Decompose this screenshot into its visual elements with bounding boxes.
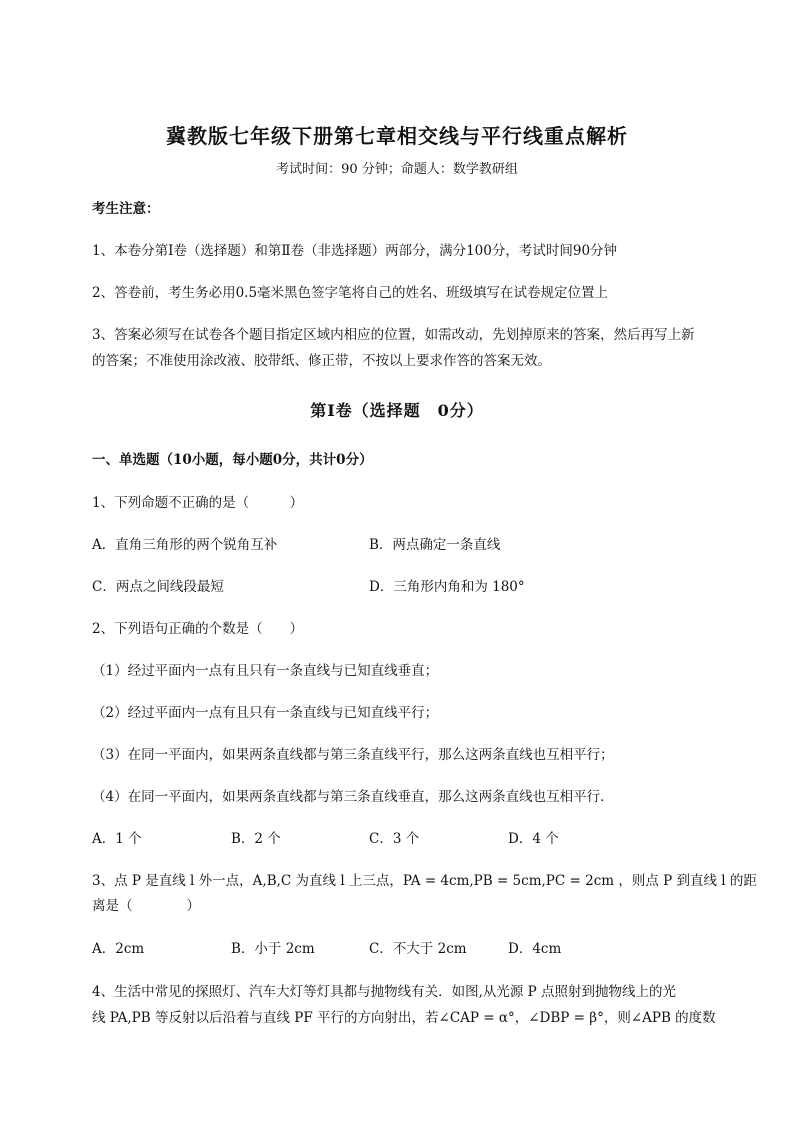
q4-stem-cont: 线 PA,PB 等反射以后沿着与直线 PF 平行的方向射出，若∠CAP = α°，∠DBP = β°，则∠APB 的度数 bbox=[92, 1010, 716, 1026]
q1-option-c: C．两点之间线段最短 bbox=[92, 579, 224, 595]
q3-option-d: D．4cm bbox=[508, 941, 562, 957]
q3-stem: 3、点 P 是直线 l 外一点，A,B,C 为直线 l 上三点，PA = 4cm,PB = 5cm,PC = 2cm ，则点 P 到直线 l 的距 bbox=[92, 873, 757, 889]
exam-title: 冀教版七年级下册第七章相交线与平行线重点解析 bbox=[166, 124, 628, 148]
q1-stem: 1、下列命题不正确的是（ ） bbox=[92, 495, 304, 511]
q2-statement-1: （1）经过平面内一点有且只有一条直线与已知直线垂直； bbox=[92, 663, 439, 679]
q1-option-a: A．直角三角形的两个锐角互补 bbox=[92, 537, 278, 553]
notice-heading: 考生注意： bbox=[92, 201, 160, 217]
q3-stem-cont: 离是（ ） bbox=[92, 898, 200, 914]
notice-item-2: 2、答卷前，考生务必用0.5毫米黑色签字笔将自己的姓名、班级填写在试卷规定位置上 bbox=[92, 285, 609, 301]
q2-option-c: C．3 个 bbox=[369, 831, 420, 847]
q1-option-d: D．三角形内角和为 180° bbox=[369, 579, 525, 595]
q3-option-a: A．2cm bbox=[92, 941, 145, 957]
notice-item-3-cont: 的答案；不准使用涂改液、胶带纸、修正带，不按以上要求作答的答案无效。 bbox=[92, 353, 551, 369]
q3-option-c: C．不大于 2cm bbox=[369, 941, 467, 957]
q2-statement-2: （2）经过平面内一点有且只有一条直线与已知直线平行； bbox=[92, 705, 439, 721]
notice-item-3: 3、答案必须写在试卷各个题目指定区域内相应的位置，如需改动，先划掉原来的答案，然后再写上新 bbox=[92, 327, 695, 343]
q2-option-b: B．2 个 bbox=[231, 831, 281, 847]
q1-option-b: B．两点确定一条直线 bbox=[369, 537, 501, 553]
notice-item-1: 1、本卷分第Ⅰ卷（选择题）和第Ⅱ卷（非选择题）两部分，满分100分，考试时间90分钟 bbox=[92, 243, 618, 259]
q2-option-d: D．4 个 bbox=[508, 831, 559, 847]
section-title: 第Ⅰ卷（选择题 0分） bbox=[310, 401, 484, 420]
q2-statement-3: （3）在同一平面内，如果两条直线都与第三条直线平行，那么这两条直线也互相平行； bbox=[92, 747, 614, 763]
q2-stem: 2、下列语句正确的个数是（ ） bbox=[92, 621, 304, 637]
exam-subtitle: 考试时间：90 分钟；命题人：数学教研组 bbox=[276, 162, 518, 177]
q3-option-b: B．小于 2cm bbox=[231, 941, 315, 957]
q2-statement-4: （4）在同一平面内，如果两条直线都与第三条直线垂直，那么这两条直线也互相平行． bbox=[92, 789, 614, 805]
q4-stem: 4、生活中常见的探照灯、汽车大灯等灯具都与抛物线有关．如图,从光源 P 点照射到抛物线上的光 bbox=[92, 984, 677, 1000]
q2-option-a: A．1 个 bbox=[92, 831, 142, 847]
part-heading: 一、单选题（10小题，每小题0分，共计0分） bbox=[92, 452, 373, 468]
